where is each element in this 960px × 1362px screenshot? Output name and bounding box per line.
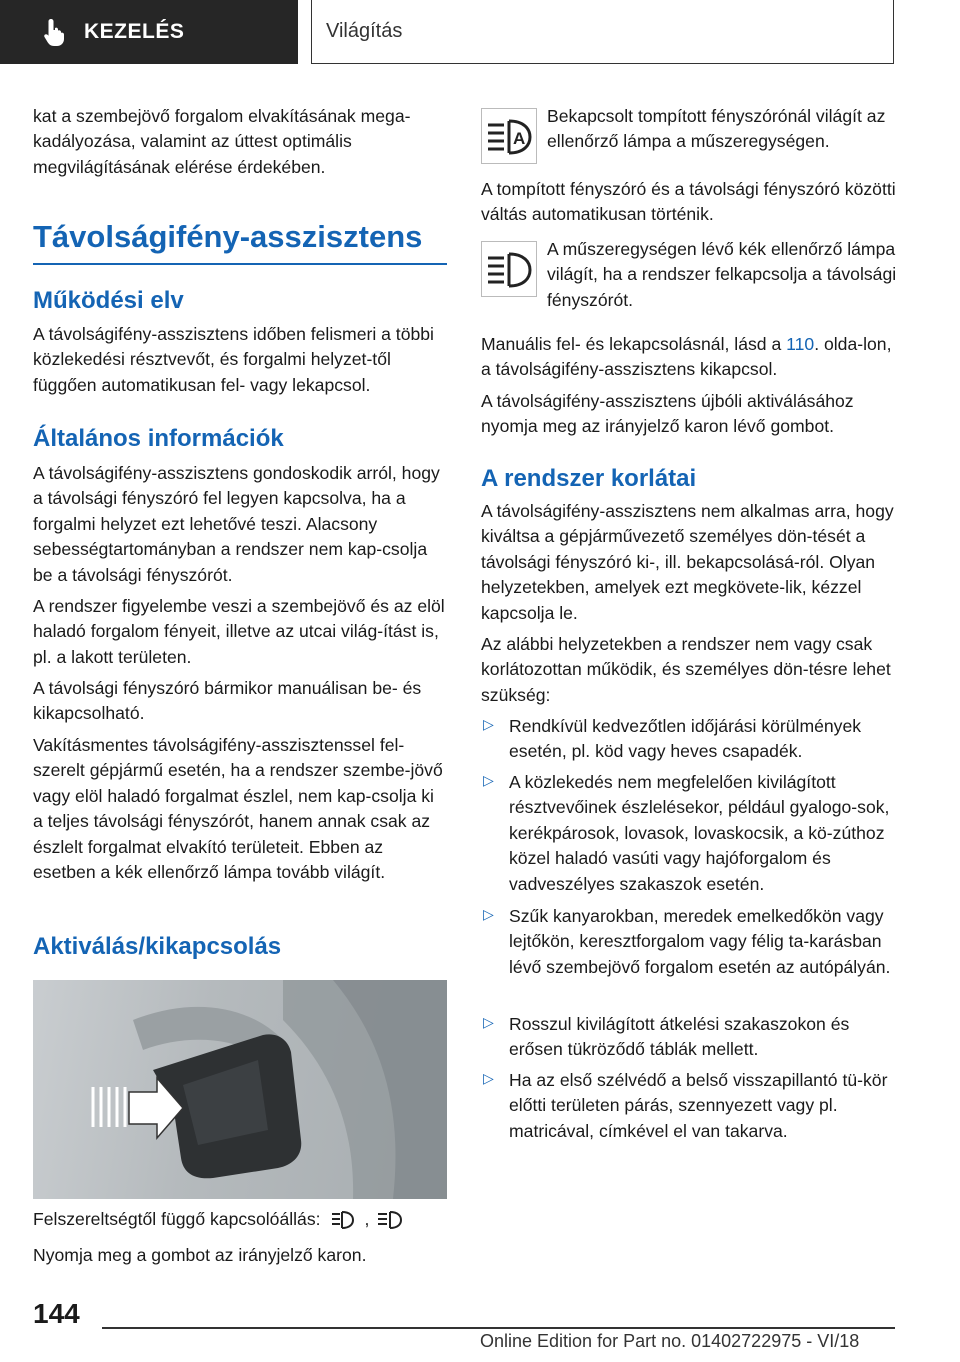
edition-note: Online Edition for Part no. 01402722975 - VI/18 (480, 1331, 860, 1351)
hand-pointer-icon (42, 17, 68, 47)
triangle-bullet-icon: ▷ (483, 1070, 494, 1086)
paragraph-limits-1: A távolságifény-asszisztens nem alkalmas arra, hogy kiváltsa a gépjárművezető személyes dön-tését a távolsági fényszóró ki-, ill. bekapcsolásá-ról. Olyan helyzetekben, amelyek ezt megkövete-lik, kézzel kapcsolja le. (481, 501, 894, 623)
auto-light-icon (482, 109, 538, 165)
auto-headlight-indicator (481, 108, 537, 164)
paragraph-switch: A tompított fényszóró és a távolsági fényszóró közötti váltás automatikusan történik. (481, 179, 896, 225)
indicator-row-auto (481, 108, 897, 168)
page-reference-link[interactable]: 110 (786, 334, 815, 354)
list-item (481, 1068, 897, 1144)
main-heading-block (33, 219, 447, 265)
heading-activation: Aktiválás/kikapcsolás (33, 933, 282, 960)
footer-divider (102, 1327, 895, 1329)
triangle-bullet-icon: ▷ (483, 772, 494, 788)
indicator-auto-text: Bekapcsolt tompított fényszórónál világít az ellenőrző lámpa a műszeregységen. (547, 106, 886, 152)
high-beam-indicator (481, 241, 537, 297)
list-item-text: Szűk kanyarokban, meredek emelkedőkön vagy lejtőkön, keresztforgalom vagy félig ta-karásban lévő szembejövő forgalom esetén az autópályán. (509, 906, 891, 977)
page-number: 144 (33, 1298, 80, 1329)
paragraph-limits-2: Az alábbi helyzetekben a rendszer nem vagy csak korlátozottan működik, és személyes dön-tésre lehet szükség: (481, 634, 891, 705)
turn-signal-lever-illustration (33, 980, 447, 1199)
heading-divider (33, 263, 447, 265)
caption-equipment-text: Felszereltségtől függő kapcsolóállás: (33, 1209, 321, 1229)
list-item (481, 904, 897, 980)
paragraph-reactivate: A távolságifény-asszisztens újbóli aktiválásához nyomja meg az irányjelző karon lévő gombot. (481, 391, 854, 437)
indicator-high-beam-text: A műszeregységen lévő kék ellenőrző lámpa világít, ha a rendszer felkapcsolja a távolsági fényszórót. (547, 239, 897, 310)
list-item (481, 1012, 897, 1063)
paragraph-manual (481, 332, 897, 383)
list-item (481, 714, 897, 765)
turn-signal-lever-image (33, 980, 447, 1199)
caption-press: Nyomja meg a gombot az irányjelző karon. (33, 1245, 367, 1265)
caption-comma: , (364, 1209, 370, 1230)
heading-principle: Működési elv (33, 287, 184, 314)
paragraph-general-1: A távolságifény-asszisztens gondoskodik arról, hogy a távolsági fényszóró fel legyen kapcsolva, ha a forgalmi helyzet ezt lehetővé teszi. Alacsony sebességtartományban a rendszer nem kap-csolja be a távolsági fényszórót. (33, 463, 440, 585)
triangle-bullet-icon: ▷ (483, 906, 494, 922)
paragraph-principle: A távolságifény-asszisztens időben felismeri a többi közlekedési résztvevőt, és forgalmi helyzet-től függően automatikusan fel- vagy lekapcsol. (33, 324, 434, 395)
main-heading: Távolságifény-asszisztens (33, 219, 423, 254)
chapter-label: Világítás (326, 20, 403, 42)
paragraph-general-3: A távolsági fényszóró bármikor manuálisan be- és kikapcsolható. (33, 678, 422, 724)
chapter-tab (311, 0, 894, 64)
svg-text:A: A (513, 129, 526, 148)
page-header (0, 0, 960, 66)
high-beam-icon (377, 1208, 403, 1232)
heading-general: Általános információk (33, 425, 284, 452)
section-label: KEZELÉS (84, 20, 185, 43)
paragraph-general-4: Vakításmentes távolságifény-asszisztenssel fel-szerelt gépjármű esetén, ha a rendszer szembe-jövő vagy elöl haladó forgalmat észlel, nem kap-csolja ki a teljes távolsági fényszórót, hanem annak csak az észlelt forgalmat elvakító területeit. Ebben az esetben a kék ellenőrző lámpa tovább világít. (33, 735, 443, 883)
list-item-text: Rosszul kivilágított átkelési szakaszokon és erősen tükröződő táblák mellett. (509, 1014, 850, 1060)
triangle-bullet-icon: ▷ (483, 716, 494, 732)
list-item (481, 770, 897, 897)
manual-text-before: Manuális fel- és lekapcsolásnál, lásd a (481, 334, 787, 354)
heading-limits: A rendszer korlátai (481, 465, 697, 492)
paragraph-general-2: A rendszer figyelembe veszi a szembejövő és az elöl haladó forgalom fényeit, illetve az utcai világ-ítást is, pl. a lakott területen. (33, 596, 445, 667)
list-item-text: A közlekedés nem megfelelően kivilágított résztvevőinek észlelésekor, például gyalogo-sok, kerékpárosok, lovasok, lovaskocsik, a kö-zúthoz közel haladó vasúti vagy hajóforgalom és vadveszélyes szakaszok esetén. (509, 772, 890, 894)
auto-light-icon (331, 1208, 357, 1232)
triangle-bullet-icon: ▷ (483, 1014, 494, 1030)
indicator-row-high-beam (481, 239, 897, 310)
caption-equipment (33, 1207, 447, 1232)
manual-text-after: . olda-lon, a távolságifény-asszisztens kikapcsol. (481, 334, 892, 380)
list-item-text: Rendkívül kedvezőtlen időjárási körülmények esetén, pl. köd vagy heves csapadék. (509, 716, 862, 762)
list-item-text: Ha az első szélvédő a belső visszapillantó tü-kör előtti területen párás, szennyezett vagy pl. matricával, címkével el van takarva. (509, 1070, 888, 1141)
section-tab (0, 0, 298, 64)
intro-paragraph: kat a szembejövő forgalom elvakításának mega-kadályozása, valamint az úttest optimális megvilágításának elérése érdekében. (33, 106, 411, 177)
high-beam-icon (482, 242, 538, 298)
